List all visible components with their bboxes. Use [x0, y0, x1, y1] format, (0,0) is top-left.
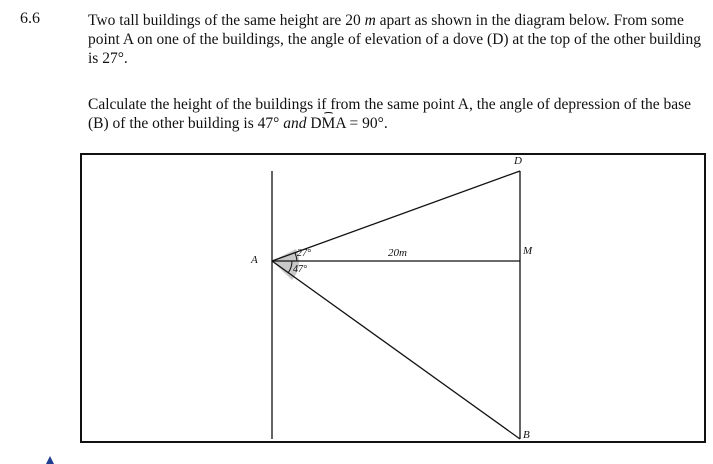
label-angle-47: 47° — [293, 264, 307, 275]
buildings-diagram — [82, 155, 704, 441]
paragraph-2-text-b: D — [306, 115, 322, 132]
label-b: B — [523, 429, 530, 441]
line-a-to-b — [272, 261, 520, 439]
question-paragraph-2 — [88, 95, 708, 133]
label-d: D — [514, 155, 522, 167]
unit-metres: m — [364, 12, 376, 29]
corner-marker-icon — [46, 456, 54, 464]
paragraph-2-text-c: A = 90°. — [335, 115, 388, 132]
and-word: and — [283, 115, 307, 132]
question-paragraph-1 — [88, 11, 708, 68]
diagram-frame — [80, 153, 706, 443]
angle-hat-m: M — [321, 115, 336, 132]
label-m: M — [523, 245, 533, 257]
paragraph-1-text-b: apart as shown in the diagram below. From some point A on one of the buildings, the angle of elevation of a dove (D) at the top of the other building is 27°. — [88, 12, 701, 67]
paragraph-1-text-a: Two tall buildings of the same height are 20 — [88, 12, 365, 29]
label-angle-27: 27° — [297, 248, 311, 259]
label-a: A — [251, 254, 258, 266]
label-distance: 20m — [388, 247, 407, 259]
paragraph-2-text-a: Calculate the height of the buildings if from the same point A, the angle of depression of the base (B) of the other building is 47° — [88, 96, 692, 132]
question-number: 6.6 — [20, 10, 40, 27]
